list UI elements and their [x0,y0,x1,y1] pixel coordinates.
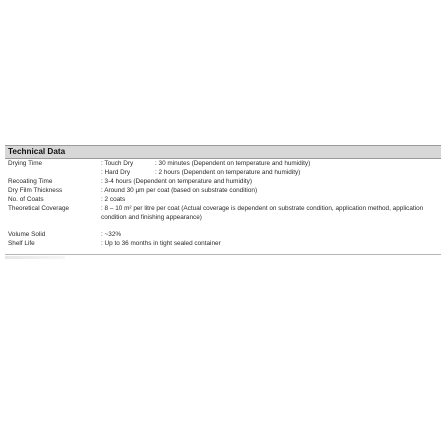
row-sublabel: : Touch Dry [101,160,134,167]
row-label: Theoretical Coverage [8,205,70,212]
row-label: Recoating Time [8,178,53,185]
row-value: : 2 hours (Dependent on temperature and humidity) [155,169,301,176]
technical-data-table [5,159,441,249]
row-label: Volume Solid [8,231,46,238]
row-value: : 30 minutes (Dependent on temperature and humidity) [155,160,311,167]
row-recoating-time [5,178,441,187]
row-label: Dry Film Thickness [8,187,63,194]
row-label: No. of Coats [8,196,44,203]
row-value: : Up to 36 months in tight sealed container [101,240,221,247]
row-theoretical-coverage [5,205,441,231]
row-value: : 3-4 hours (Dependent on temperature and humidity) [101,178,252,185]
row-value: : Around 30 µm per coat (based on substrate condition) [101,187,258,194]
next-section-fragment [5,256,65,259]
row-sublabel: : Hard Dry [101,169,131,176]
row-label: Shelf Life [8,240,35,247]
row-no-of-coats [5,196,441,205]
row-drying-time-touch [5,160,441,169]
row-value: : 8 – 10 m² per litre per coat (Actual coverage is dependent on substrate condition, application method, application condition and finishing appearance) [101,205,424,221]
row-shelf-life [5,240,441,249]
section-divider [5,254,441,255]
row-volume-solid [5,231,441,240]
row-label: Drying Time [8,160,43,167]
row-dry-film-thickness [5,187,441,196]
row-drying-time-hard [5,169,441,178]
row-value: : ~32% [101,231,122,238]
technical-data-section [5,145,441,249]
section-title: Technical Data [5,145,441,159]
row-value: : 2 coats [101,196,126,203]
